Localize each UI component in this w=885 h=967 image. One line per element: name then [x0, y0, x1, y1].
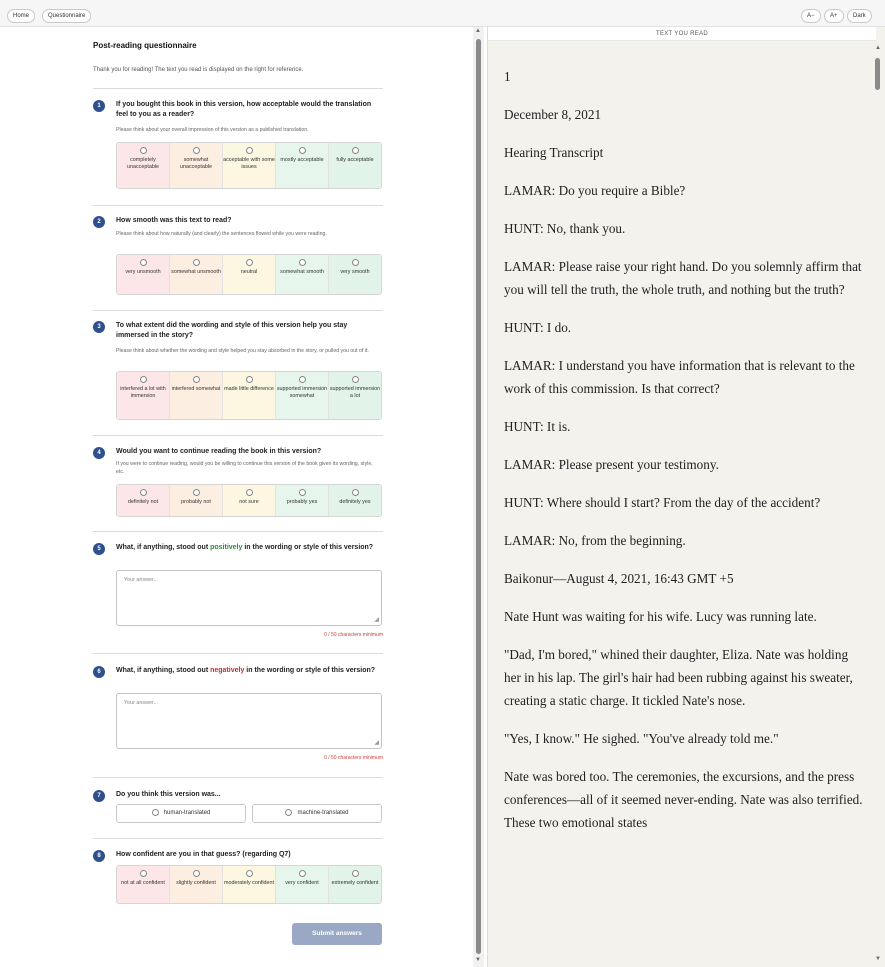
reading-paragraph: "Yes, I know." He sighed. "You've already told me."	[504, 731, 779, 746]
scroll-up-arrow-icon[interactable]: ▲	[475, 28, 481, 34]
reading-panel-header: TEXT YOU READ	[488, 27, 876, 41]
option-human-translated[interactable]: human-translated	[116, 804, 246, 823]
question-help: Please think about your overall impression of this version as a published translation.	[116, 127, 309, 133]
radio-icon[interactable]	[140, 259, 147, 266]
reading-paragraph: "Dad, I'm bored," whined their daughter, Eliza. Nate was holding her in his lap. The girl's hair had been rubbing against his sweater, creating a static charge. It tickled Nate's nose.	[504, 647, 853, 708]
reading-paragraph: Hearing Transcript	[504, 145, 604, 160]
option-supported-a-lot[interactable]: supported immersion a lot	[329, 372, 381, 419]
divider	[93, 435, 383, 436]
likert-scale	[116, 484, 382, 517]
radio-icon[interactable]	[140, 489, 147, 496]
likert-scale	[116, 142, 382, 189]
likert-scale	[116, 865, 382, 904]
character-counter: 0 / 50 characters minimum	[324, 755, 383, 761]
divider	[93, 777, 383, 778]
question-number-badge: 4	[93, 447, 105, 459]
option-somewhat-smooth[interactable]: somewhat smooth	[276, 255, 329, 294]
option-probably-yes[interactable]: probably yes	[276, 485, 329, 516]
option-not-at-all-confident[interactable]: not at all confident	[117, 866, 170, 903]
reading-paragraph: Nate Hunt was waiting for his wife. Lucy was running late.	[504, 609, 817, 624]
option-machine-translated[interactable]: machine-translated	[252, 804, 382, 823]
positively-highlight: positively	[210, 544, 243, 551]
question-number-badge: 2	[93, 216, 105, 228]
character-counter: 0 / 50 characters minimum	[324, 632, 383, 638]
font-decrease-button[interactable]: A−	[801, 9, 821, 23]
radio-icon[interactable]	[352, 489, 359, 496]
option-interfered-a-lot[interactable]: interfered a lot with immersion	[117, 372, 170, 419]
negatively-highlight: negatively	[210, 667, 245, 674]
divider	[93, 653, 383, 654]
radio-icon[interactable]	[246, 489, 253, 496]
reading-paragraph: LAMAR: Please present your testimony.	[504, 457, 719, 472]
form-subtitle: Thank you for reading! The text you read is displayed on the right for reference.	[93, 67, 304, 73]
radio-icon[interactable]	[246, 376, 253, 383]
radio-icon[interactable]	[299, 147, 306, 154]
option-somewhat-unacceptable[interactable]: somewhat unacceptable	[170, 143, 223, 188]
radio-icon[interactable]	[193, 376, 200, 383]
radio-icon[interactable]	[193, 259, 200, 266]
questionnaire-panel	[0, 27, 473, 967]
negative-answer-textarea[interactable]: Your answer... ◢	[116, 693, 382, 749]
option-interfered-somewhat[interactable]: interfered somewhat	[170, 372, 223, 419]
radio-icon[interactable]	[299, 259, 306, 266]
likert-scale	[116, 371, 382, 420]
question-text: To what extent did the wording and style of this version help you stay immersed in the story?	[116, 322, 348, 339]
reading-paragraph: HUNT: No, thank you.	[504, 221, 626, 236]
option-neutral[interactable]: neutral	[223, 255, 276, 294]
reading-paragraph: LAMAR: Do you require a Bible?	[504, 183, 686, 198]
question-number-badge: 8	[93, 850, 105, 862]
option-very-smooth[interactable]: very smooth	[329, 255, 381, 294]
reading-paragraph: LAMAR: I understand you have information that is relevant to the work of this commission. Is that correct?	[504, 358, 855, 396]
positive-answer-textarea[interactable]: Your answer... ◢	[116, 570, 382, 626]
form-title: Post-reading questionnaire	[93, 41, 197, 50]
option-slightly-confident[interactable]: slightly confident	[170, 866, 223, 903]
option-probably-not[interactable]: probably not	[170, 485, 223, 516]
reading-text	[504, 65, 864, 849]
reading-paragraph: Nate was bored too. The ceremonies, the excursions, and the press conferences—all of it seemed never-ending. Nate was also terrified. These two emotional states	[504, 769, 863, 830]
font-increase-button[interactable]: A+	[824, 9, 844, 23]
scrollbar-thumb[interactable]	[476, 39, 481, 954]
submit-button[interactable]: Submit answers	[292, 923, 382, 945]
reading-panel	[487, 27, 885, 967]
option-fully-acceptable[interactable]: fully acceptable	[329, 143, 381, 188]
option-definitely-not[interactable]: definitely not	[117, 485, 170, 516]
reading-paragraph: HUNT: Where should I start? From the day of the accident?	[504, 495, 821, 510]
scroll-up-arrow-icon[interactable]: ▲	[875, 45, 881, 51]
divider	[93, 310, 383, 311]
question-text: What, if anything, stood out positively in the wording or style of this version?	[116, 544, 374, 551]
radio-icon[interactable]	[299, 376, 306, 383]
radio-icon[interactable]	[246, 259, 253, 266]
radio-icon[interactable]	[193, 870, 200, 877]
option-not-sure[interactable]: not sure	[223, 485, 276, 516]
scroll-down-arrow-icon[interactable]: ▼	[475, 957, 481, 963]
top-toolbar	[0, 0, 885, 27]
radio-icon[interactable]	[299, 489, 306, 496]
radio-icon[interactable]	[246, 147, 253, 154]
radio-icon[interactable]	[246, 870, 253, 877]
question-number-badge: 1	[93, 100, 105, 112]
question-number-badge: 7	[93, 790, 105, 802]
radio-icon[interactable]	[140, 870, 147, 877]
questionnaire-scrollbar[interactable]	[473, 27, 484, 967]
question-number-badge: 3	[93, 321, 105, 333]
question-text: How confident are you in that guess? (regarding Q7)	[116, 851, 291, 858]
reading-paragraph: 1	[504, 69, 511, 84]
reading-paragraph: December 8, 2021	[504, 107, 602, 122]
resize-grip-icon[interactable]: ◢	[374, 617, 379, 623]
question-help: Please think about how naturally (and clearly) the sentences flowed while you were reading.	[116, 231, 327, 237]
radio-icon[interactable]	[140, 147, 147, 154]
reading-paragraph: Baikonur—August 4, 2021, 16:43 GMT +5	[504, 571, 734, 586]
question-text: If you bought this book in this version, how acceptable would the translation feel to you as a reader?	[116, 101, 372, 118]
option-mostly-acceptable[interactable]: mostly acceptable	[276, 143, 329, 188]
radio-icon[interactable]	[193, 489, 200, 496]
option-extremely-confident[interactable]: extremely confident	[329, 866, 381, 903]
reading-paragraph: LAMAR: No, from the beginning.	[504, 533, 686, 548]
radio-icon[interactable]	[352, 870, 359, 877]
option-acceptable-with-issues[interactable]: acceptable with some issues	[223, 143, 276, 188]
reading-paragraph: HUNT: I do.	[504, 320, 572, 335]
radio-icon[interactable]	[152, 809, 159, 816]
question-number-badge: 6	[93, 666, 105, 678]
question-help: Please think about whether the wording and style helped you stay absorbed in the story, or pulled you out of it.	[116, 348, 369, 354]
option-very-unsmooth[interactable]: very unsmooth	[117, 255, 170, 294]
divider	[93, 531, 383, 532]
radio-icon[interactable]	[352, 259, 359, 266]
question-help: If you were to continue reading, would you be willing to continue this version of the book given its wording, style, etc.	[116, 461, 373, 475]
dark-mode-button[interactable]: Dark	[847, 9, 872, 23]
option-moderately-confident[interactable]: moderately confident	[223, 866, 276, 903]
divider	[93, 205, 383, 206]
option-made-little-difference[interactable]: made little difference	[223, 372, 276, 419]
option-supported-somewhat[interactable]: supported immersion somewhat	[276, 372, 329, 419]
option-very-confident[interactable]: very confident	[276, 866, 329, 903]
likert-scale	[116, 254, 382, 295]
radio-icon[interactable]	[352, 376, 359, 383]
radio-icon[interactable]	[352, 147, 359, 154]
question-number-badge: 5	[93, 543, 105, 555]
scrollbar-thumb[interactable]	[875, 58, 880, 90]
home-button[interactable]: Home	[7, 9, 35, 23]
radio-icon[interactable]	[299, 870, 306, 877]
question-text: Do you think this version was...	[116, 791, 221, 798]
question-text: How smooth was this text to read?	[116, 217, 232, 224]
question-text: Would you want to continue reading the book in this version?	[116, 448, 322, 455]
reading-scrollbar[interactable]	[871, 41, 885, 967]
divider	[93, 838, 383, 839]
resize-grip-icon[interactable]: ◢	[374, 740, 379, 746]
question-text: What, if anything, stood out negatively in the wording or style of this version?	[116, 667, 376, 674]
radio-icon[interactable]	[140, 376, 147, 383]
questionnaire-button[interactable]: Questionnaire	[42, 9, 91, 23]
radio-icon[interactable]	[285, 809, 292, 816]
option-somewhat-unsmooth[interactable]: somewhat unsmooth	[170, 255, 223, 294]
radio-icon[interactable]	[193, 147, 200, 154]
option-definitely-yes[interactable]: definitely yes	[329, 485, 381, 516]
divider	[93, 88, 383, 89]
scroll-down-arrow-icon[interactable]: ▼	[875, 956, 881, 962]
option-completely-unacceptable[interactable]: completely unacceptable	[117, 143, 170, 188]
reading-paragraph: HUNT: It is.	[504, 419, 571, 434]
reading-paragraph: LAMAR: Please raise your right hand. Do you solemnly affirm that you will tell the truth, the whole truth, and nothing but the truth?	[504, 259, 862, 297]
